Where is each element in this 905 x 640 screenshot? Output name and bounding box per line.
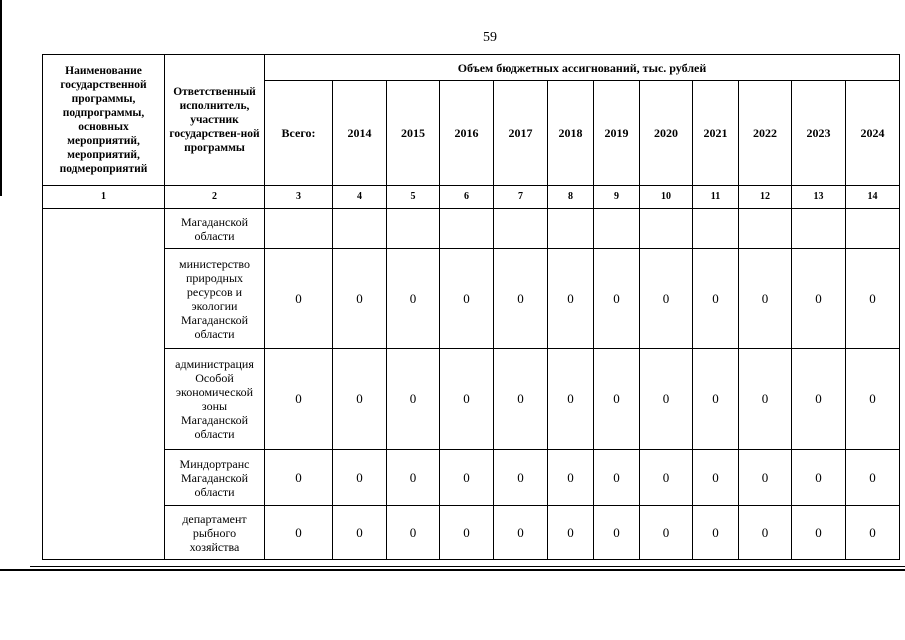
- table-row: [43, 506, 900, 560]
- value-cell: 0: [739, 249, 792, 349]
- value-cell: 0: [548, 349, 594, 450]
- column-number: 11: [693, 186, 739, 209]
- column-number: 2: [165, 186, 265, 209]
- value-cell: 0: [792, 450, 846, 506]
- header-year-2019: 2019: [594, 81, 640, 186]
- header-year-total: Всего:: [265, 81, 333, 186]
- value-cell: 0: [333, 450, 387, 506]
- value-cell: 0: [792, 349, 846, 450]
- executor-cell: Миндортранс Магаданской области: [165, 450, 265, 506]
- value-cell: 0: [387, 506, 440, 560]
- value-cell: 0: [333, 349, 387, 450]
- value-cell: 0: [333, 249, 387, 349]
- column-number: 12: [739, 186, 792, 209]
- value-cell: 0: [494, 349, 548, 450]
- bottom-rule-thin: [30, 566, 905, 567]
- header-year-2024: 2024: [846, 81, 900, 186]
- header-year-2022: 2022: [739, 81, 792, 186]
- value-cell: 0: [494, 450, 548, 506]
- table-row: [43, 450, 900, 506]
- value-cell: 0: [640, 349, 693, 450]
- value-cell: 0: [440, 349, 494, 450]
- table-row: [43, 209, 900, 249]
- header-executor: Ответственный исполнитель, участник государствен-ной программы: [165, 55, 265, 186]
- value-cell: 0: [548, 450, 594, 506]
- table-row: [43, 249, 900, 349]
- executor-cell: администрация Особой экономической зоны Магаданской области: [165, 349, 265, 450]
- value-cell: [387, 209, 440, 249]
- value-cell: [594, 209, 640, 249]
- value-cell: 0: [265, 249, 333, 349]
- value-cell: 0: [846, 249, 900, 349]
- value-cell: 0: [693, 249, 739, 349]
- value-cell: 0: [440, 506, 494, 560]
- column-number: 8: [548, 186, 594, 209]
- value-cell: 0: [265, 506, 333, 560]
- value-cell: [494, 209, 548, 249]
- value-cell: [265, 209, 333, 249]
- header-program-name: Наименование государственной программы, подпрограммы, основных мероприятий, мероприятий, подмероприятий: [43, 55, 165, 186]
- executor-cell: министерство природных ресурсов и экологии Магаданской области: [165, 249, 265, 349]
- value-cell: 0: [846, 506, 900, 560]
- table-row: [43, 349, 900, 450]
- value-cell: 0: [594, 249, 640, 349]
- column-number: 1: [43, 186, 165, 209]
- budget-table: [42, 54, 900, 560]
- header-year-2016: 2016: [440, 81, 494, 186]
- bottom-rule: [0, 569, 905, 571]
- value-cell: 0: [693, 349, 739, 450]
- value-cell: 0: [387, 349, 440, 450]
- value-cell: [846, 209, 900, 249]
- value-cell: 0: [693, 506, 739, 560]
- value-cell: 0: [440, 249, 494, 349]
- value-cell: [333, 209, 387, 249]
- value-cell: 0: [440, 450, 494, 506]
- value-cell: 0: [494, 249, 548, 349]
- value-cell: 0: [792, 506, 846, 560]
- value-cell: [693, 209, 739, 249]
- page-number: 59: [483, 30, 497, 45]
- value-cell: 0: [594, 349, 640, 450]
- value-cell: 0: [792, 249, 846, 349]
- column-number: 10: [640, 186, 693, 209]
- value-cell: 0: [387, 249, 440, 349]
- value-cell: [739, 209, 792, 249]
- value-cell: 0: [846, 349, 900, 450]
- value-cell: 0: [265, 349, 333, 450]
- value-cell: [548, 209, 594, 249]
- value-cell: 0: [846, 450, 900, 506]
- value-cell: [640, 209, 693, 249]
- value-cell: 0: [548, 249, 594, 349]
- column-number: 9: [594, 186, 640, 209]
- header-year-2020: 2020: [640, 81, 693, 186]
- header-budget: Объем бюджетных ассигнований, тыс. рублей: [265, 55, 900, 81]
- program-name-cell: [43, 209, 165, 560]
- value-cell: 0: [594, 450, 640, 506]
- value-cell: 0: [387, 450, 440, 506]
- column-number: 6: [440, 186, 494, 209]
- column-number: 14: [846, 186, 900, 209]
- header-year-2017: 2017: [494, 81, 548, 186]
- executor-cell: Магаданской области: [165, 209, 265, 249]
- value-cell: 0: [693, 450, 739, 506]
- value-cell: 0: [265, 450, 333, 506]
- value-cell: [792, 209, 846, 249]
- header-year-2018: 2018: [548, 81, 594, 186]
- column-number: 3: [265, 186, 333, 209]
- value-cell: 0: [640, 450, 693, 506]
- value-cell: 0: [494, 506, 548, 560]
- column-number: 13: [792, 186, 846, 209]
- value-cell: 0: [640, 506, 693, 560]
- value-cell: 0: [739, 349, 792, 450]
- header-row-1: [43, 55, 900, 81]
- column-number: 7: [494, 186, 548, 209]
- value-cell: 0: [548, 506, 594, 560]
- value-cell: 0: [333, 506, 387, 560]
- column-number: 4: [333, 186, 387, 209]
- value-cell: 0: [739, 506, 792, 560]
- value-cell: 0: [594, 506, 640, 560]
- header-year-2021: 2021: [693, 81, 739, 186]
- header-year-2014: 2014: [333, 81, 387, 186]
- value-cell: 0: [640, 249, 693, 349]
- column-number-row: [43, 186, 900, 209]
- header-year-2023: 2023: [792, 81, 846, 186]
- column-number: 5: [387, 186, 440, 209]
- header-year-2015: 2015: [387, 81, 440, 186]
- value-cell: 0: [739, 450, 792, 506]
- value-cell: [440, 209, 494, 249]
- executor-cell: департамент рыбного хозяйства: [165, 506, 265, 560]
